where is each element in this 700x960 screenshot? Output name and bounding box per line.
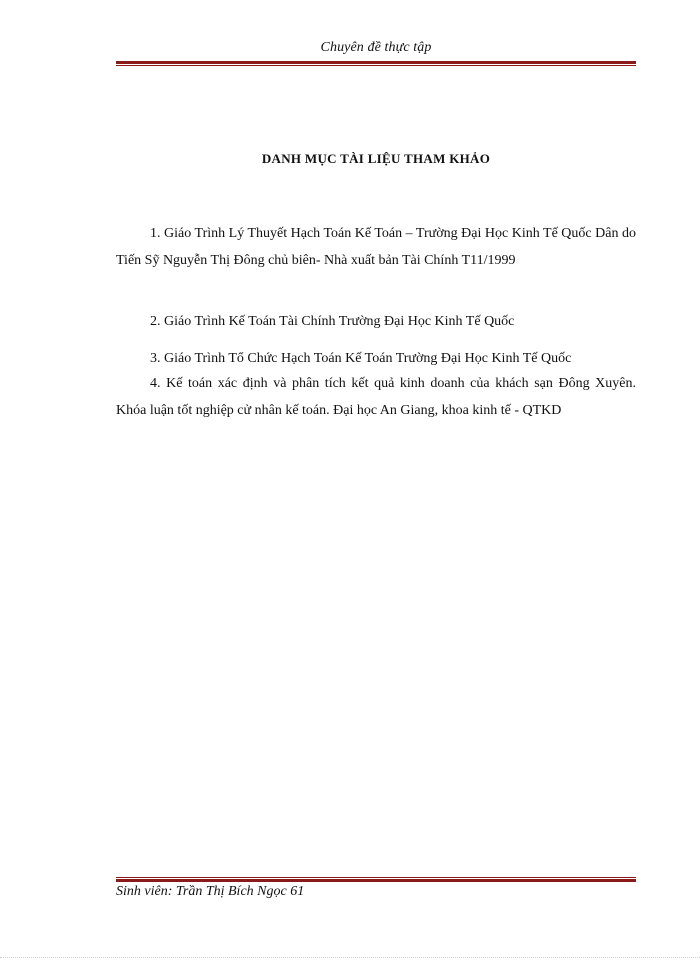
- page-title: DANH MỤC TÀI LIỆU THAM KHẢO: [261, 151, 491, 166]
- header-divider: [116, 61, 636, 66]
- reference-item-2: [116, 309, 636, 336]
- page-edge-line: [0, 957, 700, 958]
- reference-item-1: [116, 221, 636, 274]
- reference-text: 3. Giáo Trình Tổ Chức Hạch Toán Kế Toán Trường Đại Học Kinh Tế Quốc: [150, 351, 572, 366]
- reference-item-3: [116, 346, 636, 373]
- reference-text: 1. Giáo Trình Lý Thuyết Hạch Toán Kế Toán – Trường Đại Học Kinh Tế Quốc Dân do Tiến Sỹ Nguyễn Thị Đông chủ biên- Nhà xuất bản Tài Chính T11/1999: [116, 226, 636, 268]
- reference-text: 4. Kế toán xác định và phân tích kết quả kinh doanh của khách sạn Đông Xuyên. Khóa luận tốt nghiệp cử nhân kế toán. Đại học An Giang, khoa kinh tế - QTKD: [116, 376, 636, 418]
- page-footer: Sinh viên: Trần Thị Bích Ngọc 61: [116, 884, 305, 899]
- page-header: Chuyên đề thực tập: [320, 40, 432, 55]
- footer-divider: [116, 877, 636, 882]
- reference-item-4: [116, 371, 636, 424]
- reference-text: 2. Giáo Trình Kế Toán Tài Chính Trường Đại Học Kinh Tế Quốc: [150, 314, 515, 329]
